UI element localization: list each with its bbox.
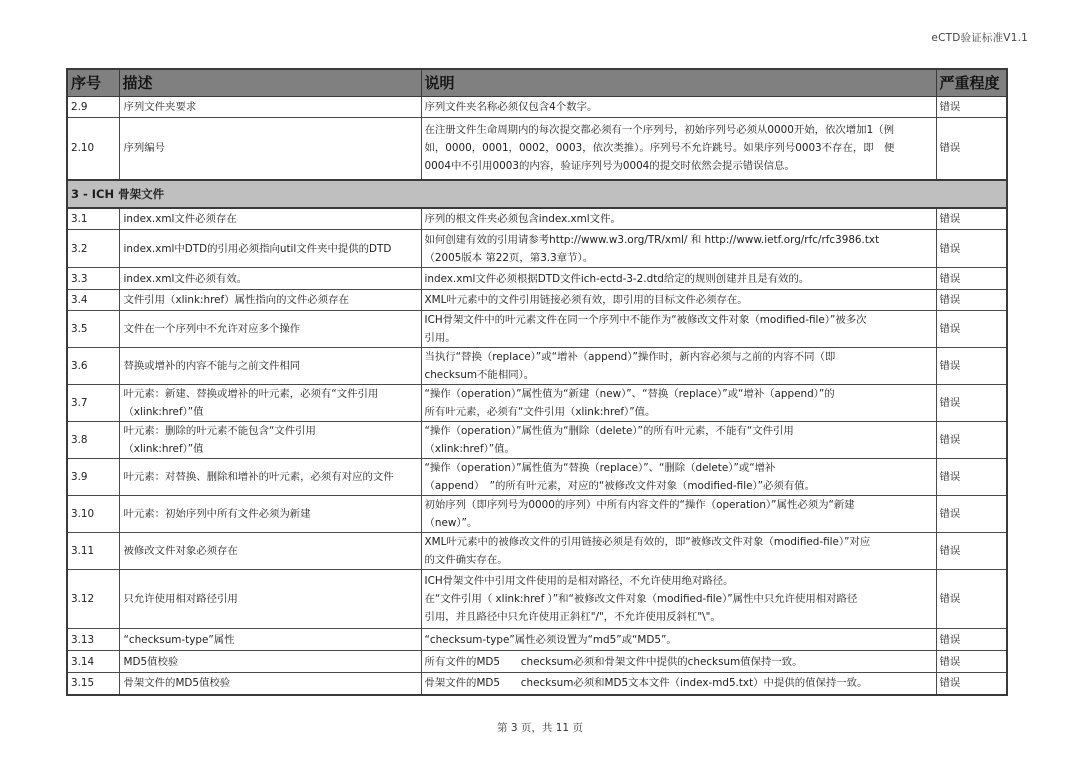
description-line: “checksum-type”属性 <box>123 633 235 646</box>
description-line: 叶元素：新建、替换或增补的叶元素，必须有“文件引用 <box>123 388 379 400</box>
rule-number: 2.10 <box>67 118 119 180</box>
explanation-line: 所有文件的MD5 checksum必须和骨架文件中提供的checksum值保持一致。 <box>424 655 803 668</box>
rule-description <box>119 651 421 673</box>
table-row <box>67 97 1007 118</box>
description-line: 骨架文件的MD5值校验 <box>123 677 231 690</box>
explanation-line: 引用，并且路径中只允许使用正斜杠"/"，不允许使用反斜杠"\"。 <box>424 611 721 623</box>
explanation-line: 在“文件引用（ xlink:href ）”和“被修改文件对象（modified-file）”属性中只允许使用相对路径 <box>424 593 858 605</box>
severity-value: 错误 <box>936 118 1007 180</box>
severity-value: 错误 <box>936 97 1007 118</box>
rule-number: 3.1 <box>67 208 119 230</box>
rule-description <box>119 311 421 348</box>
explanation-line: 的文件确实存在。 <box>424 554 508 566</box>
rule-description <box>119 290 421 311</box>
rule-description <box>119 268 421 290</box>
rule-explanation <box>421 673 936 695</box>
table-row <box>67 629 1007 651</box>
severity-value: 错误 <box>936 422 1007 459</box>
rule-number: 3.12 <box>67 570 119 629</box>
rule-number: 3.2 <box>67 230 119 268</box>
severity-value: 错误 <box>936 459 1007 496</box>
table-row <box>67 230 1007 268</box>
severity-value: 错误 <box>936 268 1007 290</box>
severity-value: 错误 <box>936 651 1007 673</box>
column-header-number: 序号 <box>67 69 119 97</box>
description-line: （xlink:href）”值 <box>123 443 204 455</box>
explanation-line: “操作（operation）”属性值为“替换（replace）”、“删除（delete）”或“增补 <box>424 462 776 474</box>
rule-number: 3.9 <box>67 459 119 496</box>
rule-description <box>119 385 421 422</box>
explanation-line: “操作（operation）”属性值为“删除（delete）”的所有叶元素，不能有“文件引用 <box>424 425 794 437</box>
page-number-footer: 第 3 页，共 11 页 <box>497 722 583 734</box>
description-line: 文件引用（xlink:href）属性指向的文件必须存在 <box>123 294 349 306</box>
description-line: index.xml文件必须存在 <box>123 212 237 225</box>
rule-number: 3.15 <box>67 673 119 695</box>
table-row <box>67 208 1007 230</box>
explanation-line: 初始序列（即序列号为0000的序列）中所有内容文件的“操作（operation）”属性必须为“新建 <box>424 499 855 511</box>
description-line: 叶元素：初始序列中所有文件必须为新建 <box>123 508 311 520</box>
rule-number: 3.4 <box>67 290 119 311</box>
column-header-severity: 严重程度 <box>936 69 1007 97</box>
rule-description <box>119 459 421 496</box>
rule-explanation <box>421 97 936 118</box>
rule-description <box>119 533 421 570</box>
column-header-explanation: 说明 <box>421 69 936 97</box>
rule-explanation <box>421 348 936 385</box>
severity-value: 错误 <box>936 311 1007 348</box>
description-line: 被修改文件对象必须存在 <box>123 545 238 557</box>
rule-description <box>119 208 421 230</box>
validation-rules-table <box>66 68 1008 696</box>
explanation-line: 引用。 <box>424 332 456 344</box>
explanation-line: checksum不能相同）。 <box>424 369 535 381</box>
rule-description <box>119 673 421 695</box>
rule-number: 3.14 <box>67 651 119 673</box>
column-header-description: 描述 <box>119 69 421 97</box>
severity-value: 错误 <box>936 385 1007 422</box>
explanation-line: 序列的根文件夹必须包含index.xml文件。 <box>424 212 621 225</box>
rule-description <box>119 118 421 180</box>
explanation-line: 所有叶元素，必须有“文件引用（xlink:href）”值。 <box>424 406 656 418</box>
explanation-line: XML叶元素中的文件引用链接必须有效，即引用的目标文件必须存在。 <box>424 294 748 306</box>
explanation-line: 序列文件夹名称必须仅包含4个数字。 <box>424 101 598 113</box>
severity-value: 错误 <box>936 230 1007 268</box>
description-line: 替换或增补的内容不能与之前文件相同 <box>123 360 301 372</box>
rule-number: 3.8 <box>67 422 119 459</box>
explanation-line: （2005版本 第22页，第3.3章节）。 <box>424 251 594 264</box>
explanation-line: （xlink:href）”值。 <box>424 443 515 455</box>
severity-value: 错误 <box>936 208 1007 230</box>
rule-number: 3.6 <box>67 348 119 385</box>
rule-number: 3.13 <box>67 629 119 651</box>
rule-number: 3.10 <box>67 496 119 533</box>
section-header-row <box>67 180 1007 208</box>
description-line: 序列文件夹要求 <box>123 101 197 113</box>
explanation-line: （new）”。 <box>424 517 478 529</box>
description-line: 叶元素：对替换、删除和增补的叶元素，必须有对应的文件 <box>123 471 394 483</box>
rule-number: 3.5 <box>67 311 119 348</box>
description-line: 文件在一个序列中不允许对应多个操作 <box>123 323 301 335</box>
severity-value: 错误 <box>936 533 1007 570</box>
table-row <box>67 673 1007 695</box>
table-row <box>67 422 1007 459</box>
description-line: 叶元素：删除的叶元素不能包含“文件引用 <box>123 425 316 437</box>
rule-number: 2.9 <box>67 97 119 118</box>
table-row <box>67 496 1007 533</box>
rule-explanation <box>421 496 936 533</box>
explanation-line: XML叶元素中的被修改文件的引用链接必须是有效的，即“被修改文件对象（modified-file）”对应 <box>424 536 871 548</box>
rule-explanation <box>421 629 936 651</box>
rule-explanation <box>421 459 936 496</box>
rule-description <box>119 97 421 118</box>
document-title-header: eCTD验证标准V1.1 <box>931 32 1028 44</box>
explanation-line: index.xml文件必须根据DTD文件ich-ectd-3-2.dtd给定的规则创建并且是有效的。 <box>424 272 810 285</box>
rule-number: 3.7 <box>67 385 119 422</box>
explanation-line: 在注册文件生命周期内的每次提交都必须有一个序列号，初始序列号必须从0000开始，依次增加1（例 <box>424 124 894 137</box>
severity-value: 错误 <box>936 629 1007 651</box>
explanation-line: ICH骨架文件中引用文件使用的是相对路径，不允许使用绝对路径。 <box>424 575 734 587</box>
severity-value: 错误 <box>936 290 1007 311</box>
table-row <box>67 459 1007 496</box>
description-line: 序列编号 <box>123 142 166 155</box>
rule-explanation <box>421 268 936 290</box>
rule-explanation <box>421 385 936 422</box>
rule-explanation <box>421 230 936 268</box>
explanation-line: 0004中不引用0003的内容，验证序列号为0004的提交时依然会提示错误信息。 <box>424 160 795 173</box>
explanation-line: （append） ”的所有叶元素，对应的“被修改文件对象（modified-file）”必须有值。 <box>424 480 815 492</box>
rule-number: 3.11 <box>67 533 119 570</box>
description-line: index.xml文件必须有效。 <box>123 272 248 285</box>
table-row <box>67 348 1007 385</box>
explanation-line: 如，0000，0001，0002，0003，依次类推）。序列号不允许跳号。如果序列号0003不存在，即 便 <box>424 142 895 155</box>
table-row <box>67 118 1007 180</box>
rule-explanation <box>421 533 936 570</box>
explanation-line: “操作（operation）”属性值为“新建（new）”、“替换（replace）”或“增补（append）”的 <box>424 388 835 400</box>
table-row <box>67 570 1007 629</box>
table-row <box>67 385 1007 422</box>
severity-value: 错误 <box>936 673 1007 695</box>
rule-number: 3.3 <box>67 268 119 290</box>
description-line: index.xml中DTD的引用必须指向util文件夹中提供的DTD <box>123 242 392 255</box>
explanation-line: 骨架文件的MD5 checksum必须和MD5文本文件（index-md5.txt）中提供的值保持一致。 <box>424 677 868 690</box>
rule-explanation <box>421 422 936 459</box>
rule-description <box>119 629 421 651</box>
table-header-row <box>67 69 1007 97</box>
rule-description <box>119 348 421 385</box>
table-row <box>67 268 1007 290</box>
description-line: 只允许使用相对路径引用 <box>123 593 238 605</box>
rule-description <box>119 230 421 268</box>
table-row <box>67 290 1007 311</box>
rule-explanation <box>421 570 936 629</box>
section-title: 3 - ICH 骨架文件 <box>67 180 1007 208</box>
rule-explanation <box>421 311 936 348</box>
rule-explanation <box>421 118 936 180</box>
table-row <box>67 533 1007 570</box>
description-line: （xlink:href）”值 <box>123 406 204 418</box>
explanation-line: ICH骨架文件中的叶元素文件在同一个序列中不能作为“被修改文件对象（modified-file）”被多次 <box>424 314 867 326</box>
severity-value: 错误 <box>936 496 1007 533</box>
rule-description <box>119 422 421 459</box>
explanation-line: “checksum-type”属性必须设置为“md5”或“MD5”。 <box>424 633 677 646</box>
rule-explanation <box>421 208 936 230</box>
explanation-line: 当执行“替换（replace）”或“增补（append）”操作时，新内容必须与之前的内容不同（即 <box>424 351 836 363</box>
description-line: MD5值校验 <box>123 655 179 668</box>
table-row <box>67 311 1007 348</box>
rule-explanation <box>421 651 936 673</box>
explanation-line: 如何创建有效的引用请参考http://www.w3.org/TR/xml/ 和 http://www.ietf.org/rfc/rfc3986.txt <box>424 233 880 246</box>
rule-explanation <box>421 290 936 311</box>
severity-value: 错误 <box>936 348 1007 385</box>
rule-description <box>119 570 421 629</box>
rule-description <box>119 496 421 533</box>
severity-value: 错误 <box>936 570 1007 629</box>
table-row <box>67 651 1007 673</box>
